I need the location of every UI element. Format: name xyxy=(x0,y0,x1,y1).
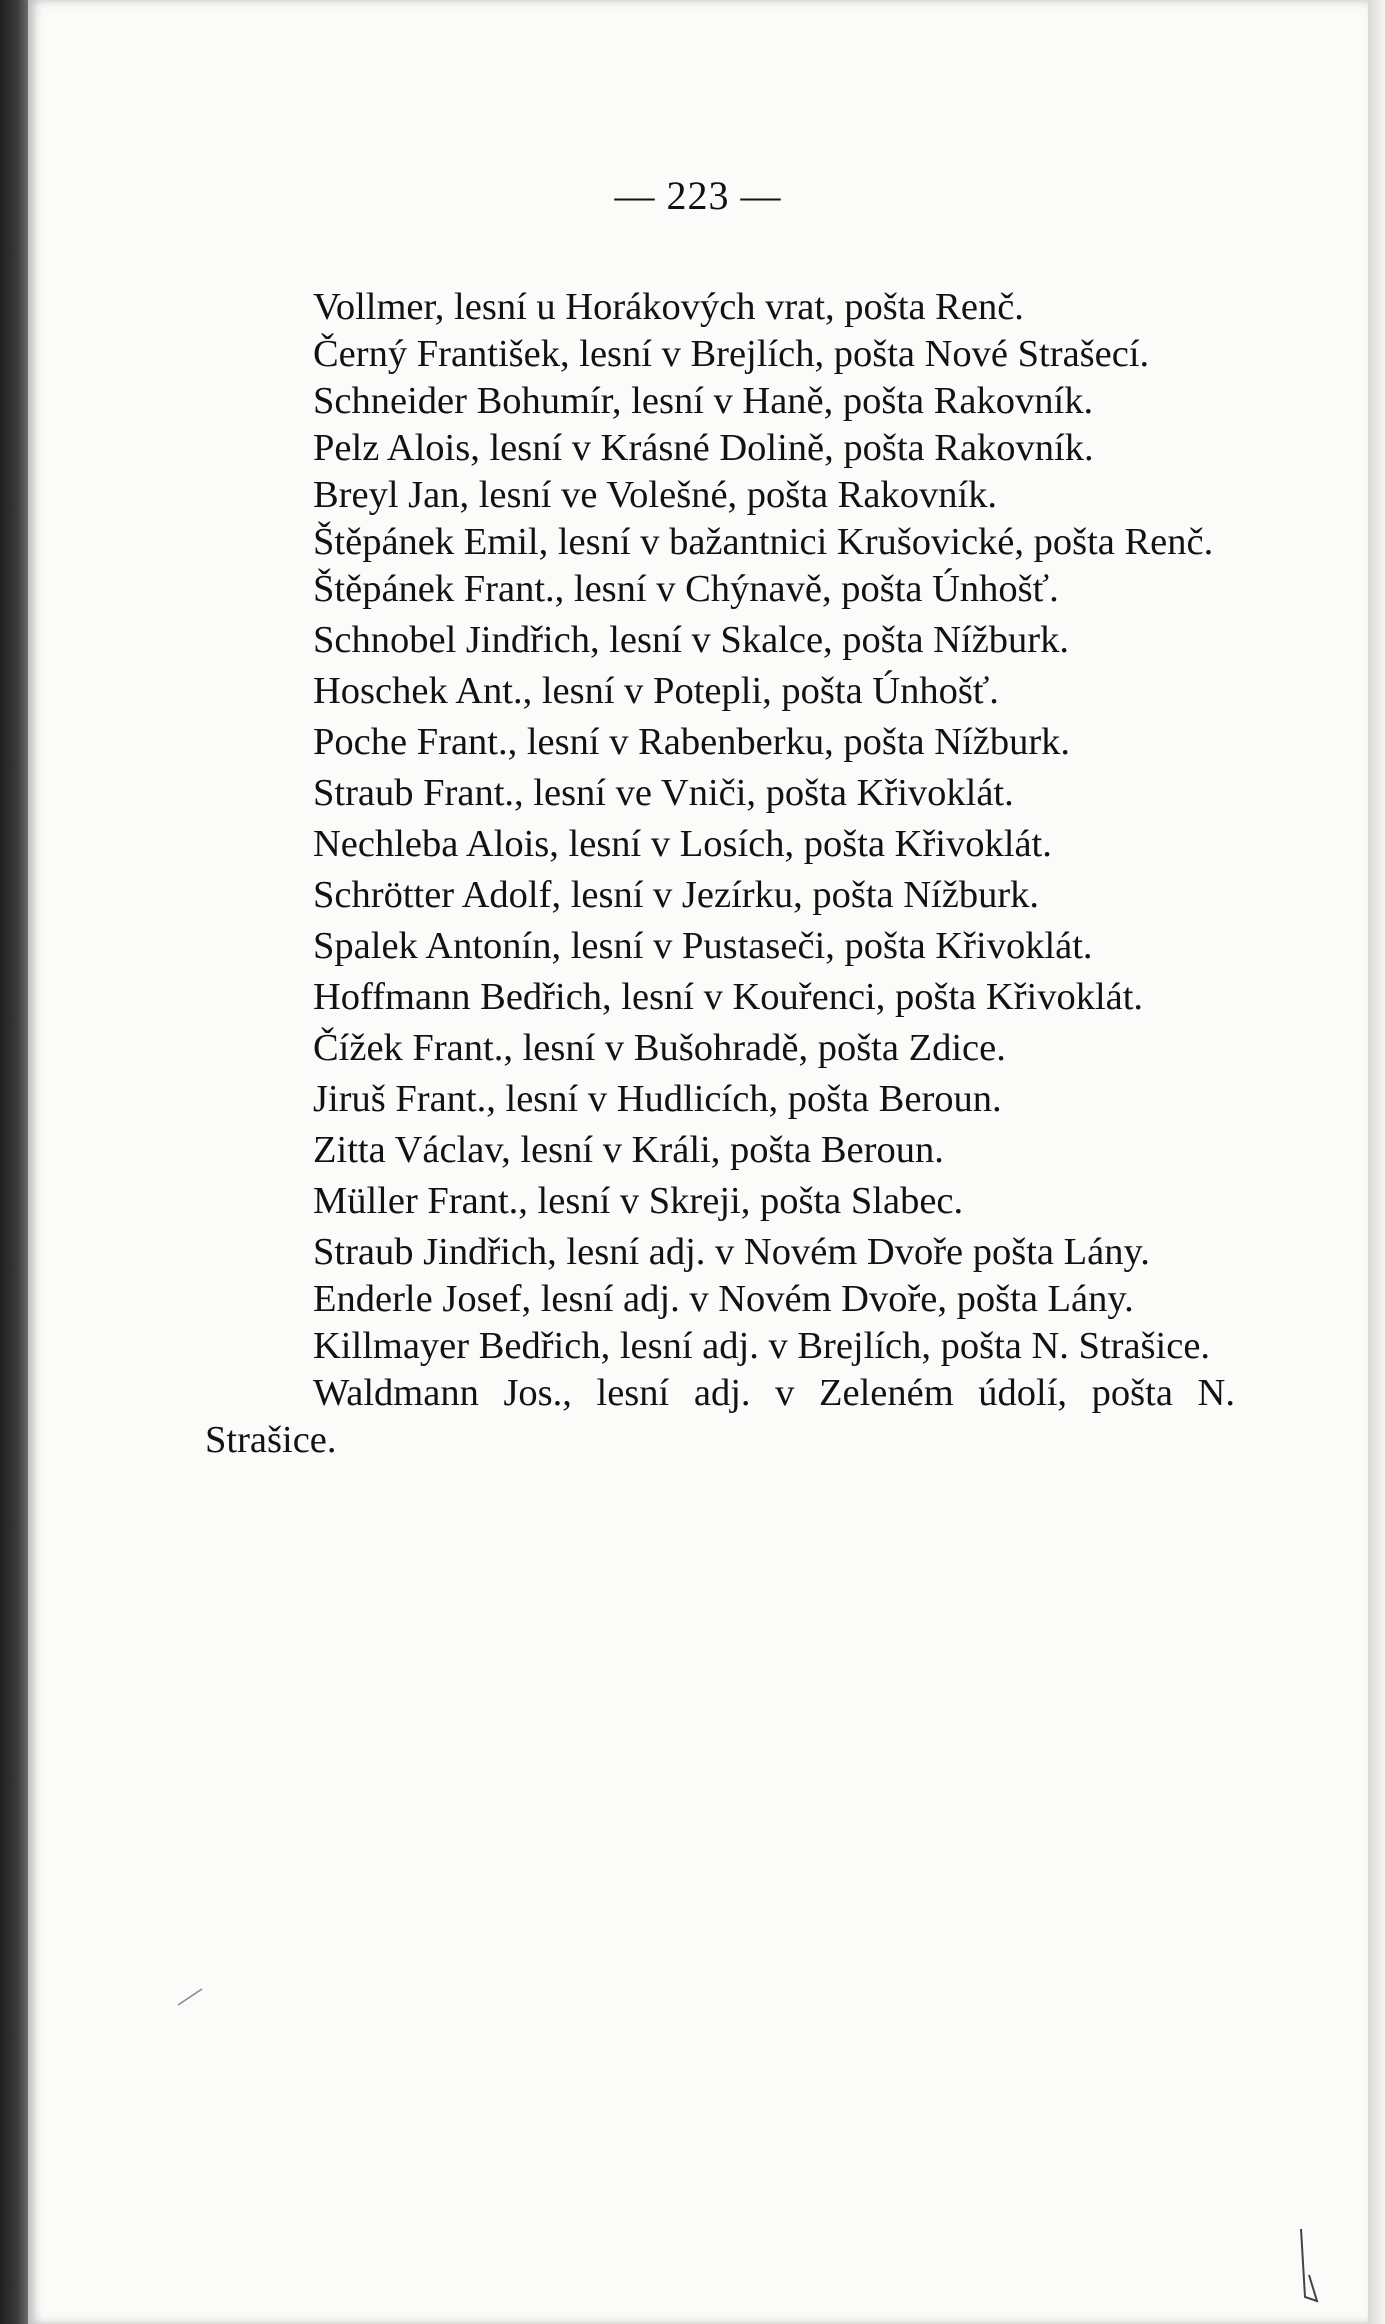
list-entry: Schnobel Jindřich, lesní v Skalce, pošta Nížburk. xyxy=(313,619,1069,661)
list-entry: Nechleba Alois, lesní v Losích, pošta Křivoklát. xyxy=(313,823,1052,865)
page-number: — 223 — xyxy=(614,173,782,218)
list-entry: Černý František, lesní v Brejlích, pošta Nové Strašecí. xyxy=(313,333,1150,375)
page-right-edge xyxy=(1368,0,1385,2324)
list-entry: Vollmer, lesní u Horákových vrat, pošta Renč. xyxy=(313,286,1024,328)
list-entry: Čížek Frant., lesní v Bušohradě, pošta Zdice. xyxy=(313,1027,1006,1069)
list-entry: Enderle Josef, lesní adj. v Novém Dvoře, pošta Lány. xyxy=(313,1278,1134,1320)
list-entry: Poche Frant., lesní v Rabenberku, pošta Nížburk. xyxy=(313,721,1071,763)
list-entry: Straub Frant., lesní ve Vniči, pošta Křivoklát. xyxy=(313,772,1014,814)
list-entry: Waldmann Jos., lesní adj. v Zeleném údolí, pošta N. Strašice. xyxy=(205,1372,1235,1461)
list-entry: Breyl Jan, lesní ve Volešné, pošta Rakovník. xyxy=(313,474,998,516)
stray-mark-icon xyxy=(176,1985,206,2009)
list-entry: Schneider Bohumír, lesní v Haně, pošta Rakovník. xyxy=(313,380,1094,422)
list-entry: Schrötter Adolf, lesní v Jezírku, pošta Nížburk. xyxy=(313,874,1040,916)
list-entry: Killmayer Bedřich, lesní adj. v Brejlích, pošta N. Strašice. xyxy=(313,1325,1211,1367)
list-entry: Hoschek Ant., lesní v Potepli, pošta Únhošť. xyxy=(313,670,999,712)
list-entry: Štěpánek Frant., lesní v Chýnavě, pošta Únhošť. xyxy=(313,568,1059,610)
stray-mark-icon xyxy=(1295,2225,1325,2305)
list-entry: Hoffmann Bedřich, lesní v Kouřenci, pošta Křivoklát. xyxy=(313,976,1144,1018)
list-entry: Müller Frant., lesní v Skreji, pošta Slabec. xyxy=(313,1180,964,1222)
list-entry: Spalek Antonín, lesní v Pustaseči, pošta Křivoklát. xyxy=(313,925,1093,967)
list-entry: Jiruš Frant., lesní v Hudlicích, pošta Beroun. xyxy=(313,1078,1002,1120)
list-entry: Pelz Alois, lesní v Krásné Dolině, pošta Rakovník. xyxy=(313,427,1094,469)
list-entry: Štěpánek Emil, lesní v bažantnici Krušovické, pošta Renč. xyxy=(313,521,1214,563)
forester-list xyxy=(205,284,1235,1464)
list-entry: Straub Jindřich, lesní adj. v Novém Dvoře pošta Lány. xyxy=(313,1231,1150,1273)
list-entry: Zitta Václav, lesní v Králi, pošta Beroun. xyxy=(313,1129,944,1171)
page-left-shadow xyxy=(0,0,28,2324)
